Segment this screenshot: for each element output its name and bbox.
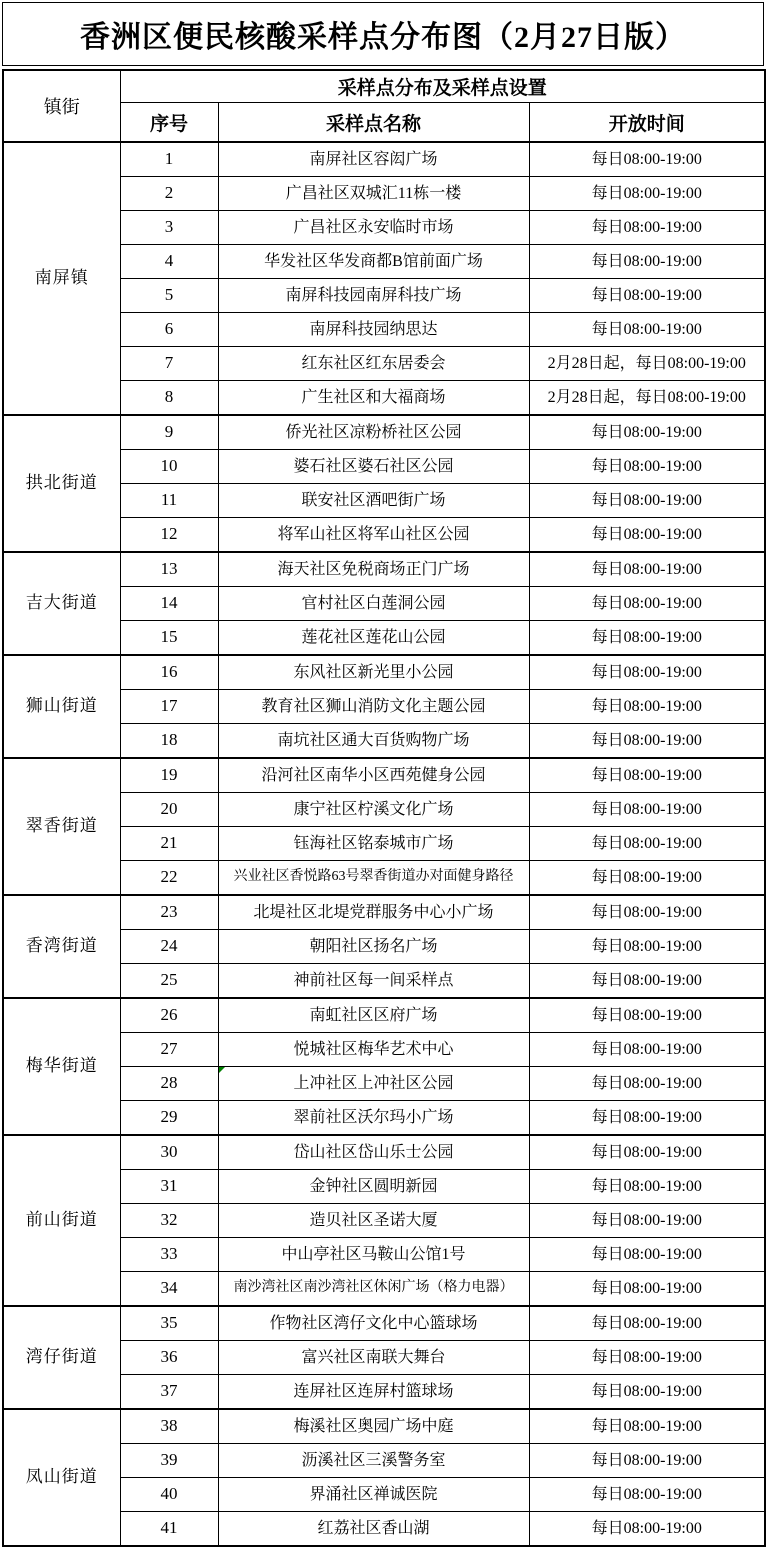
open-time-cell: 每日08:00-19:00: [529, 690, 765, 724]
column-header-group: 采样点分布及采样点设置: [120, 70, 765, 103]
row-number-cell: 38: [120, 1409, 218, 1444]
open-time-cell: 每日08:00-19:00: [529, 1204, 765, 1238]
open-time-cell: 每日08:00-19:00: [529, 552, 765, 587]
table-row: [3, 552, 765, 587]
open-time-cell: 每日08:00-19:00: [529, 930, 765, 964]
cell-comment-marker-icon: [219, 1067, 225, 1073]
sampling-points-table: [2, 69, 766, 1547]
open-time-cell: 每日08:00-19:00: [529, 724, 765, 759]
town-cell: 前山街道: [3, 1135, 120, 1306]
open-time-cell: 每日08:00-19:00: [529, 484, 765, 518]
sampling-point-name-cell: 神前社区每一间采样点: [218, 964, 529, 999]
sampling-point-name-cell: 富兴社区南联大舞台: [218, 1341, 529, 1375]
open-time-cell: 每日08:00-19:00: [529, 793, 765, 827]
row-number-cell: 32: [120, 1204, 218, 1238]
column-header-town: 镇街: [3, 70, 120, 142]
open-time-cell: 每日08:00-19:00: [529, 1272, 765, 1307]
town-cell: 吉大街道: [3, 552, 120, 655]
row-number-cell: 13: [120, 552, 218, 587]
sampling-point-name-cell: 海天社区免税商场正门广场: [218, 552, 529, 587]
open-time-cell: 每日08:00-19:00: [529, 415, 765, 450]
sampling-point-name-cell: 侨光社区凉粉桥社区公园: [218, 415, 529, 450]
sampling-point-name-cell: 红东社区红东居委会: [218, 347, 529, 381]
row-number-cell: 9: [120, 415, 218, 450]
open-time-cell: 每日08:00-19:00: [529, 1170, 765, 1204]
row-number-cell: 41: [120, 1512, 218, 1547]
sampling-point-name-cell: 南屏社区容闳广场: [218, 142, 529, 177]
town-cell: 狮山街道: [3, 655, 120, 758]
sampling-point-name-cell: 康宁社区柠溪文化广场: [218, 793, 529, 827]
row-number-cell: 35: [120, 1306, 218, 1341]
table-row: [3, 1306, 765, 1341]
sampling-point-name-cell: 联安社区酒吧街广场: [218, 484, 529, 518]
sampling-point-name-cell: 广昌社区双城汇11栋一楼: [218, 177, 529, 211]
open-time-cell: 每日08:00-19:00: [529, 313, 765, 347]
table-row: [3, 998, 765, 1033]
open-time-cell: 每日08:00-19:00: [529, 1306, 765, 1341]
open-time-cell: 每日08:00-19:00: [529, 1067, 765, 1101]
open-time-cell: 每日08:00-19:00: [529, 861, 765, 896]
row-number-cell: 7: [120, 347, 218, 381]
town-cell: 湾仔街道: [3, 1306, 120, 1409]
row-number-cell: 11: [120, 484, 218, 518]
row-number-cell: 31: [120, 1170, 218, 1204]
row-number-cell: 36: [120, 1341, 218, 1375]
sampling-point-name-cell: 作物社区湾仔文化中心篮球场: [218, 1306, 529, 1341]
open-time-cell: 每日08:00-19:00: [529, 142, 765, 177]
open-time-cell: 每日08:00-19:00: [529, 895, 765, 930]
open-time-cell: 每日08:00-19:00: [529, 964, 765, 999]
row-number-cell: 30: [120, 1135, 218, 1170]
sampling-point-name-cell: 沿河社区南华小区西苑健身公园: [218, 758, 529, 793]
row-number-cell: 20: [120, 793, 218, 827]
column-header-time: 开放时间: [529, 103, 765, 143]
open-time-cell: 每日08:00-19:00: [529, 621, 765, 656]
sampling-point-name-cell: 婆石社区婆石社区公园: [218, 450, 529, 484]
open-time-cell: 每日08:00-19:00: [529, 1101, 765, 1136]
row-number-cell: 3: [120, 211, 218, 245]
sampling-point-name-cell: 华发社区华发商都B馆前面广场: [218, 245, 529, 279]
column-header-no: 序号: [120, 103, 218, 143]
row-number-cell: 8: [120, 381, 218, 416]
row-number-cell: 39: [120, 1444, 218, 1478]
row-number-cell: 6: [120, 313, 218, 347]
open-time-cell: 每日08:00-19:00: [529, 587, 765, 621]
open-time-cell: 每日08:00-19:00: [529, 655, 765, 690]
row-number-cell: 18: [120, 724, 218, 759]
sampling-point-name-cell: 莲花社区莲花山公园: [218, 621, 529, 656]
sampling-point-name-cell: 南虹社区区府广场: [218, 998, 529, 1033]
open-time-cell: 每日08:00-19:00: [529, 1033, 765, 1067]
sampling-point-name-cell: 钰海社区铭泰城市广场: [218, 827, 529, 861]
town-cell: 翠香街道: [3, 758, 120, 895]
sampling-point-name-cell: 上冲社区上冲社区公园: [218, 1067, 529, 1101]
sampling-point-name-cell: 朝阳社区扬名广场: [218, 930, 529, 964]
open-time-cell: 每日08:00-19:00: [529, 1135, 765, 1170]
row-number-cell: 24: [120, 930, 218, 964]
open-time-cell: 每日08:00-19:00: [529, 177, 765, 211]
row-number-cell: 25: [120, 964, 218, 999]
open-time-cell: 每日08:00-19:00: [529, 211, 765, 245]
sampling-point-name-cell: 造贝社区圣诺大厦: [218, 1204, 529, 1238]
open-time-cell: 每日08:00-19:00: [529, 758, 765, 793]
row-number-cell: 16: [120, 655, 218, 690]
row-number-cell: 2: [120, 177, 218, 211]
town-cell: 凤山街道: [3, 1409, 120, 1546]
sampling-point-name-cell: 翠前社区沃尔玛小广场: [218, 1101, 529, 1136]
row-number-cell: 14: [120, 587, 218, 621]
open-time-cell: 每日08:00-19:00: [529, 1478, 765, 1512]
open-time-cell: 每日08:00-19:00: [529, 1341, 765, 1375]
sampling-point-name-cell: 南沙湾社区南沙湾社区休闲广场（格力电器）: [218, 1272, 529, 1307]
sampling-point-name-cell: 东风社区新光里小公园: [218, 655, 529, 690]
sampling-point-name-cell: 兴业社区香悦路63号翠香街道办对面健身路径: [218, 861, 529, 896]
row-number-cell: 40: [120, 1478, 218, 1512]
row-number-cell: 10: [120, 450, 218, 484]
sampling-point-name-cell: 官村社区白莲洞公园: [218, 587, 529, 621]
town-cell: 南屏镇: [3, 142, 120, 415]
row-number-cell: 4: [120, 245, 218, 279]
row-number-cell: 27: [120, 1033, 218, 1067]
open-time-cell: 每日08:00-19:00: [529, 1444, 765, 1478]
table-row: [3, 895, 765, 930]
sampling-point-name-cell: 沥溪社区三溪警务室: [218, 1444, 529, 1478]
sampling-point-name-cell: 梅溪社区奥园广场中庭: [218, 1409, 529, 1444]
sampling-point-name-cell: 南屏科技园纳思达: [218, 313, 529, 347]
row-number-cell: 17: [120, 690, 218, 724]
town-cell: 拱北街道: [3, 415, 120, 552]
row-number-cell: 28: [120, 1067, 218, 1101]
sampling-point-name-cell: 悦城社区梅华艺术中心: [218, 1033, 529, 1067]
open-time-cell: 2月28日起，每日08:00-19:00: [529, 347, 765, 381]
town-cell: 香湾街道: [3, 895, 120, 998]
column-header-name: 采样点名称: [218, 103, 529, 143]
table-row: [3, 1135, 765, 1170]
row-number-cell: 12: [120, 518, 218, 553]
sampling-point-name-cell: 连屏社区连屏村篮球场: [218, 1375, 529, 1410]
row-number-cell: 23: [120, 895, 218, 930]
row-number-cell: 34: [120, 1272, 218, 1307]
row-number-cell: 26: [120, 998, 218, 1033]
sampling-point-name-cell: 金钟社区圆明新园: [218, 1170, 529, 1204]
open-time-cell: 每日08:00-19:00: [529, 450, 765, 484]
row-number-cell: 29: [120, 1101, 218, 1136]
row-number-cell: 21: [120, 827, 218, 861]
sampling-point-name-cell: 将军山社区将军山社区公园: [218, 518, 529, 553]
table-row: [3, 415, 765, 450]
table-row: [3, 142, 765, 177]
open-time-cell: 每日08:00-19:00: [529, 1238, 765, 1272]
row-number-cell: 22: [120, 861, 218, 896]
open-time-cell: 每日08:00-19:00: [529, 518, 765, 553]
open-time-cell: 每日08:00-19:00: [529, 1375, 765, 1410]
row-number-cell: 15: [120, 621, 218, 656]
sampling-point-name-cell: 红荔社区香山湖: [218, 1512, 529, 1547]
row-number-cell: 5: [120, 279, 218, 313]
open-time-cell: 每日08:00-19:00: [529, 827, 765, 861]
open-time-cell: 每日08:00-19:00: [529, 998, 765, 1033]
sampling-point-name-cell: 教育社区狮山消防文化主题公园: [218, 690, 529, 724]
sampling-point-name-cell: 中山亭社区马鞍山公馆1号: [218, 1238, 529, 1272]
table-row: [3, 655, 765, 690]
row-number-cell: 1: [120, 142, 218, 177]
town-cell: 梅华街道: [3, 998, 120, 1135]
open-time-cell: 每日08:00-19:00: [529, 1512, 765, 1547]
sampling-point-name-cell: 南坑社区通大百货购物广场: [218, 724, 529, 759]
sampling-point-name-cell: 北堤社区北堤党群服务中心小广场: [218, 895, 529, 930]
open-time-cell: 每日08:00-19:00: [529, 1409, 765, 1444]
page-title: 香洲区便民核酸采样点分布图（2月27日版）: [2, 2, 764, 66]
table-body: [3, 142, 765, 1546]
row-number-cell: 33: [120, 1238, 218, 1272]
open-time-cell: 每日08:00-19:00: [529, 279, 765, 313]
open-time-cell: 2月28日起，每日08:00-19:00: [529, 381, 765, 416]
sampling-point-name-cell: 广昌社区永安临时市场: [218, 211, 529, 245]
sampling-point-name-cell: 南屏科技园南屏科技广场: [218, 279, 529, 313]
row-number-cell: 19: [120, 758, 218, 793]
table-row: [3, 758, 765, 793]
table-row: [3, 1409, 765, 1444]
open-time-cell: 每日08:00-19:00: [529, 245, 765, 279]
table-header: [3, 70, 765, 142]
sampling-point-name-cell: 广生社区和大福商场: [218, 381, 529, 416]
sampling-point-name-cell: 界涌社区禅诚医院: [218, 1478, 529, 1512]
row-number-cell: 37: [120, 1375, 218, 1410]
sampling-point-name-cell: 岱山社区岱山乐士公园: [218, 1135, 529, 1170]
